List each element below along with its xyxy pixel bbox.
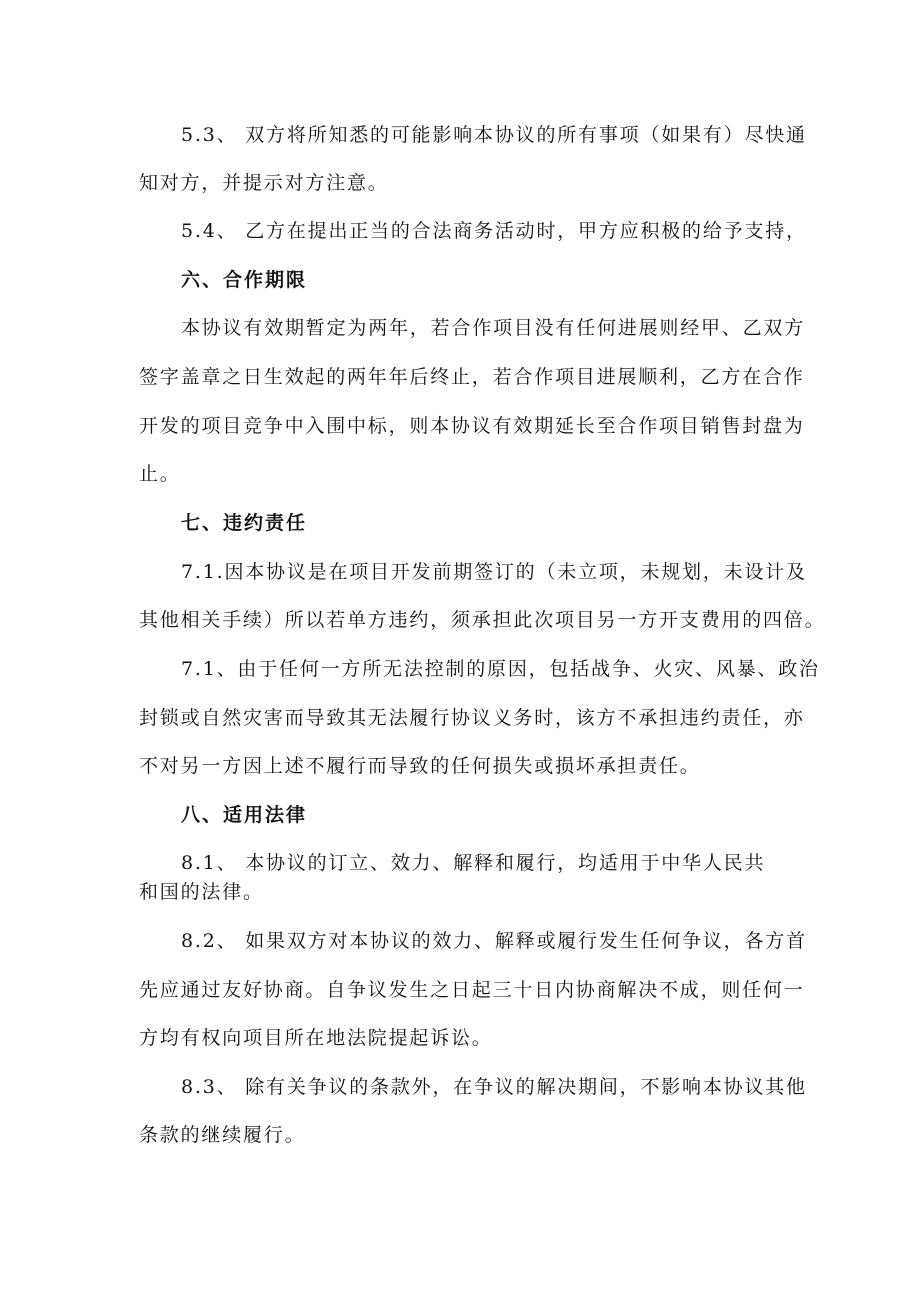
clause-8-1-line-1: 8.1、 本协议的订立、效力、解释和履行，均适用于中华人民共 [181, 852, 766, 874]
clause-8-2-line-2: 先应通过友好协商。自争议发生之日起三十日内协商解决不成，则任何一 [139, 979, 805, 1001]
clause-5-4-line-1: 5.4、 乙方在提出正当的合法商务活动时，甲方应积极的给予支持， [181, 220, 807, 242]
clause-5-3-line-2: 知对方，并提示对方注意。 [139, 172, 389, 194]
clause-7-1a-line-1: 7.1.因本协议是在项目开发前期签订的（未立项，未规划，未设计及 [181, 561, 807, 583]
section-6-para-line-2: 签字盖章之日生效起的两年年后终止，若合作项目进展顺利，乙方在合作 [139, 366, 805, 388]
clause-7-1b-line-2: 封锁或自然灾害而导致其无法履行协议义务时，该方不承担违约责任，亦 [139, 707, 805, 729]
section-6-para-line-3: 开发的项目竞争中入围中标，则本协议有效期延长至合作项目销售封盘为 [139, 415, 805, 437]
clause-8-2-line-3: 方均有权向项目所在地法院提起诉讼。 [139, 1027, 493, 1049]
clause-7-1b-line-1: 7.1、由于任何一方所无法控制的原因，包括战争、火灾、风暴、政治 [181, 658, 820, 680]
clause-7-1b-line-3: 不对另一方因上述不履行而导致的任何损失或损坏承担责任。 [139, 755, 701, 777]
clause-8-3-line-2: 条款的继续履行。 [139, 1124, 306, 1146]
clause-5-3-line-1: 5.3、 双方将所知悉的可能影响本协议的所有事项（如果有）尽快通 [181, 124, 807, 146]
clause-8-1-line-2: 和国的法律。 [139, 881, 264, 903]
clause-7-1a-line-2: 其他相关手续）所以若单方违约，须承担此次项目另一方开支费用的四倍。 [139, 609, 826, 631]
section-6-heading: 六、合作期限 [181, 269, 308, 291]
section-6-para-line-1: 本协议有效期暂定为两年，若合作项目没有任何进展则经甲、乙双方 [181, 317, 806, 339]
clause-8-3-line-1: 8.3、 除有关争议的条款外，在争议的解决期间，不影响本协议其他 [181, 1076, 807, 1098]
clause-8-2-line-1: 8.2、 如果双方对本协议的效力、解释或履行发生任何争议，各方首 [181, 930, 807, 952]
section-8-heading: 八、适用法律 [181, 804, 308, 826]
section-6-para-line-4: 止。 [139, 463, 181, 485]
section-7-heading: 七、违约责任 [181, 512, 308, 534]
